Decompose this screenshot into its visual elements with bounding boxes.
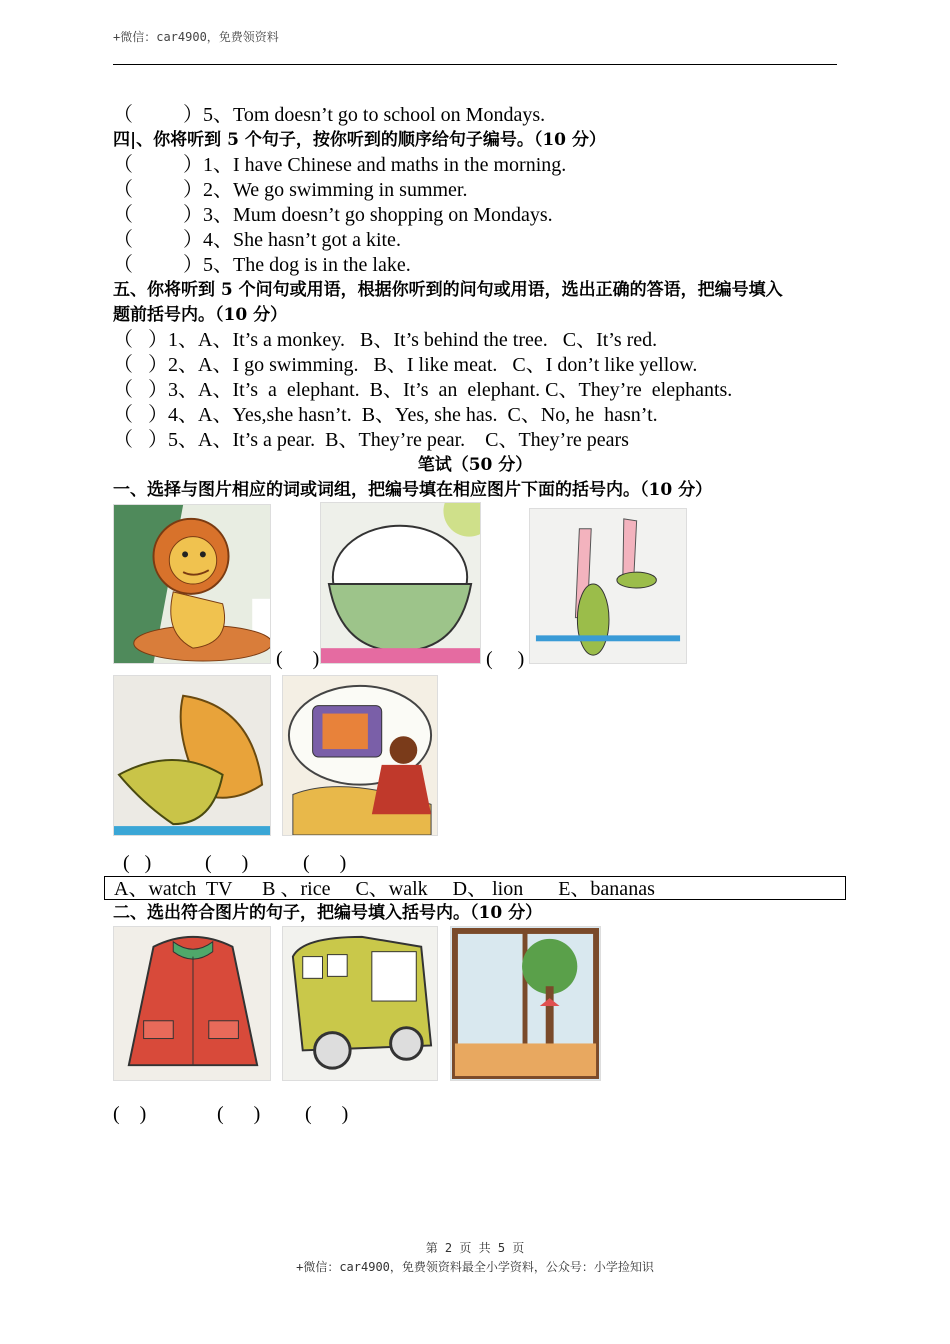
answer-parens[interactable]: ( ) (305, 1103, 349, 1125)
answer-parens[interactable]: ( ) (123, 852, 152, 874)
answer-parens[interactable]: ( ) (303, 852, 347, 874)
watch-tv-picture (282, 675, 438, 836)
listening-item: （ ）5、The dog is in the lake. (113, 254, 411, 276)
part-2-title: 二、选出符合图片的句子，把编号填入括号内。（10 分） (113, 903, 543, 923)
section-4-title: 四|、你将听到 5 个句子，按你听到的顺序给句子编号。（10 分） (113, 130, 606, 150)
rice-picture (320, 502, 481, 664)
answer-parens[interactable]: ( ) (205, 852, 249, 874)
lion-picture (113, 504, 271, 664)
answer-parens[interactable]: ( ) (217, 1103, 261, 1125)
question-item: （ ）1、A、It’s a monkey. B、It’s behind the tree. C、It’s red. (113, 329, 658, 351)
listening-item: （ ）4、She hasn’t got a kite. (113, 229, 401, 251)
word-options-box: A、watch TV B 、rice C、walk D、 lion E、bananas (104, 876, 846, 900)
walk-picture (529, 508, 687, 664)
written-title: 笔试（50 分） (417, 455, 533, 475)
listening-item: （ ）5、Tom doesn’t go to school on Mondays. (113, 104, 546, 126)
listening-item: （ ）2、We go swimming in summer. (113, 179, 468, 201)
header-watermark: +微信：car4900，免费领资料 (113, 30, 279, 44)
question-item: （ ）3、A、It’s a elephant. B、It’s an elephant. C、They’re elephants. (113, 379, 733, 401)
answer-parens[interactable]: ( ) (276, 648, 320, 670)
question-item: （ ）5、A、It’s a pear. B、They’re pear. C、They’re pears (113, 429, 629, 451)
listening-item: （ ）3、Mum doesn’t go shopping on Mondays. (113, 204, 553, 226)
page-number: 第 2 页 共 5 页 (425, 1241, 525, 1255)
bananas-picture (113, 675, 271, 836)
question-item: （ ）2、A、I go swimming. B、I like meat. C、I don’t like yellow. (113, 354, 698, 376)
answer-parens[interactable]: ( ) (486, 648, 525, 670)
footer-watermark: +微信：car4900，免费领资料最全小学资料，公众号：小学捡知识 (296, 1260, 654, 1274)
part-1-title: 一、选择与图片相应的词或词组，把编号填在相应图片下面的括号内。（10 分） (113, 480, 713, 500)
coat-picture (113, 926, 271, 1081)
answer-parens[interactable]: ( ) (113, 1103, 147, 1125)
window-picture (450, 926, 601, 1081)
bus-picture (282, 926, 438, 1081)
question-item: （ ）4、A、Yes,she hasn’t. B、Yes, she has. C、No, he hasn’t. (113, 404, 658, 426)
listening-item: （ ）1、I have Chinese and maths in the morning. (113, 154, 567, 176)
header-divider (113, 64, 837, 65)
section-5-title: 五、你将听到 5 个问句或用语，根据你听到的问句或用语，选出正确的答语，把编号填入 (113, 280, 783, 300)
section-5-title-cont: 题前括号内。（10 分） (113, 305, 288, 325)
